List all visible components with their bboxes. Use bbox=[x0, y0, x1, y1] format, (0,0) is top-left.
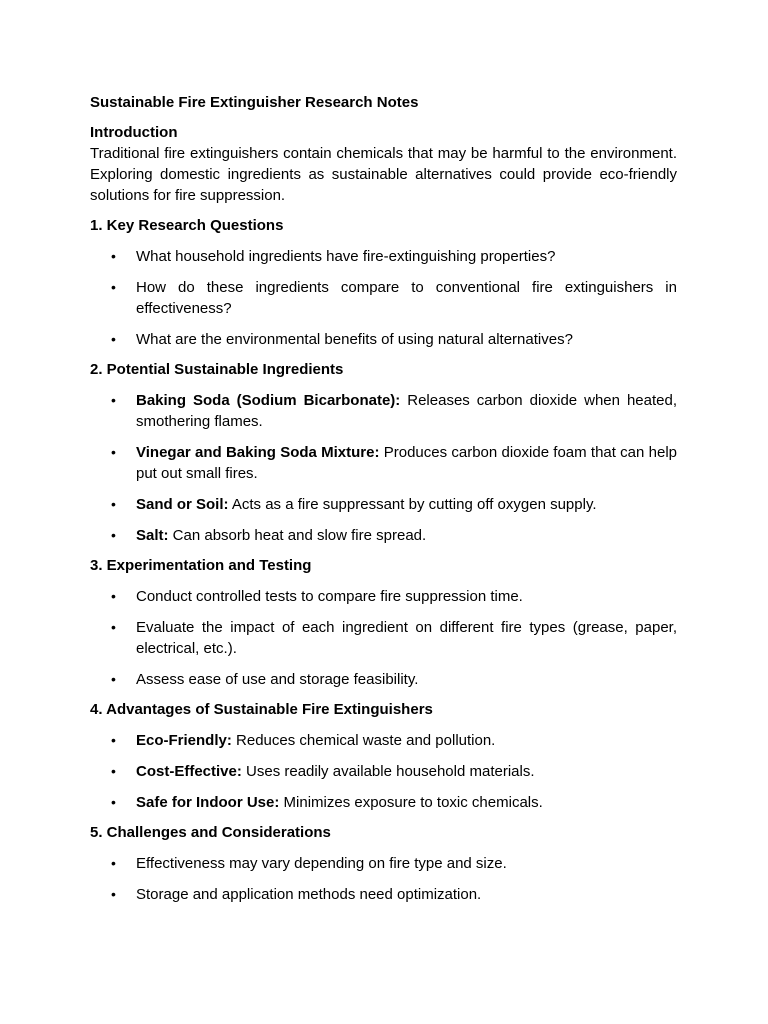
list-item bbox=[90, 884, 677, 905]
document-page bbox=[90, 92, 677, 914]
list-item bbox=[90, 390, 677, 432]
list-item-text: Storage and application methods need optimization. bbox=[136, 886, 482, 903]
bullet-list bbox=[90, 586, 677, 690]
bullet-icon: • bbox=[111, 671, 116, 687]
list-item bbox=[90, 329, 677, 350]
list-item bbox=[90, 494, 677, 515]
list-item bbox=[90, 792, 677, 813]
bullet-icon: • bbox=[111, 444, 116, 460]
list-item-text: What are the environmental benefits of using natural alternatives? bbox=[136, 331, 573, 348]
intro-paragraph: Traditional fire extinguishers contain chemicals that may be harmful to the environment. Exploring domestic ingredients as sustainable alternatives could provide eco-friendly solutions for fire suppression. bbox=[90, 145, 677, 204]
bullet-icon: • bbox=[111, 496, 116, 512]
document-title: Sustainable Fire Extinguisher Research Notes bbox=[90, 94, 419, 111]
list-item-text: Assess ease of use and storage feasibility. bbox=[136, 671, 419, 688]
list-item-text: Minimizes exposure to toxic chemicals. bbox=[279, 794, 543, 811]
bullet-icon: • bbox=[111, 331, 116, 347]
list-item-term: Baking Soda (Sodium Bicarbonate): bbox=[136, 392, 401, 409]
section-heading: 1. Key Research Questions bbox=[90, 217, 284, 234]
section-heading: 5. Challenges and Considerations bbox=[90, 824, 331, 841]
list-item-text: Can absorb heat and slow fire spread. bbox=[168, 527, 427, 544]
list-item bbox=[90, 730, 677, 751]
list-item-term: Vinegar and Baking Soda Mixture: bbox=[136, 444, 380, 461]
list-item-term: Safe for Indoor Use: bbox=[136, 794, 280, 811]
list-item bbox=[90, 277, 677, 319]
list-item-text: Produces carbon dioxide foam that can help put out small fires. bbox=[136, 444, 677, 482]
bullet-icon: • bbox=[111, 619, 116, 635]
bullet-icon: • bbox=[111, 527, 116, 543]
list-item-text: How do these ingredients compare to conventional fire extinguishers in effectiveness? bbox=[136, 279, 677, 317]
list-item-term: Salt: bbox=[136, 527, 169, 544]
list-item-text: Evaluate the impact of each ingredient on different fire types (grease, paper, electrical, etc.). bbox=[136, 619, 677, 657]
bullet-list bbox=[90, 390, 677, 546]
bullet-list bbox=[90, 853, 677, 905]
list-item-text: Uses readily available household materials. bbox=[241, 763, 535, 780]
list-item bbox=[90, 586, 677, 607]
bullet-icon: • bbox=[111, 794, 116, 810]
section-heading: 2. Potential Sustainable Ingredients bbox=[90, 361, 344, 378]
list-item bbox=[90, 669, 677, 690]
list-item bbox=[90, 853, 677, 874]
bullet-icon: • bbox=[111, 588, 116, 604]
list-item-text: Effectiveness may vary depending on fire type and size. bbox=[136, 855, 507, 872]
list-item bbox=[90, 761, 677, 782]
bullet-list bbox=[90, 246, 677, 350]
list-item-text: Releases carbon dioxide when heated, smothering flames. bbox=[136, 392, 677, 430]
list-item bbox=[90, 617, 677, 659]
list-item bbox=[90, 246, 677, 267]
bullet-icon: • bbox=[111, 855, 116, 871]
list-item-text: Conduct controlled tests to compare fire suppression time. bbox=[136, 588, 523, 605]
bullet-icon: • bbox=[111, 279, 116, 295]
bullet-icon: • bbox=[111, 392, 116, 408]
list-item-text: What household ingredients have fire-extinguishing properties? bbox=[136, 248, 556, 265]
bullet-icon: • bbox=[111, 763, 116, 779]
list-item-text: Acts as a fire suppressant by cutting off oxygen supply. bbox=[228, 496, 597, 513]
bullet-icon: • bbox=[111, 732, 116, 748]
section-heading: 3. Experimentation and Testing bbox=[90, 557, 312, 574]
bullet-icon: • bbox=[111, 248, 116, 264]
bullet-list bbox=[90, 730, 677, 813]
list-item-term: Sand or Soil: bbox=[136, 496, 229, 513]
sections-container bbox=[90, 215, 677, 905]
list-item bbox=[90, 525, 677, 546]
list-item-text: Reduces chemical waste and pollution. bbox=[231, 732, 496, 749]
list-item bbox=[90, 442, 677, 484]
bullet-icon: • bbox=[111, 886, 116, 902]
list-item-term: Cost-Effective: bbox=[136, 763, 242, 780]
intro-heading: Introduction bbox=[90, 124, 178, 141]
section-heading: 4. Advantages of Sustainable Fire Extinguishers bbox=[90, 701, 433, 718]
list-item-term: Eco-Friendly: bbox=[136, 732, 232, 749]
